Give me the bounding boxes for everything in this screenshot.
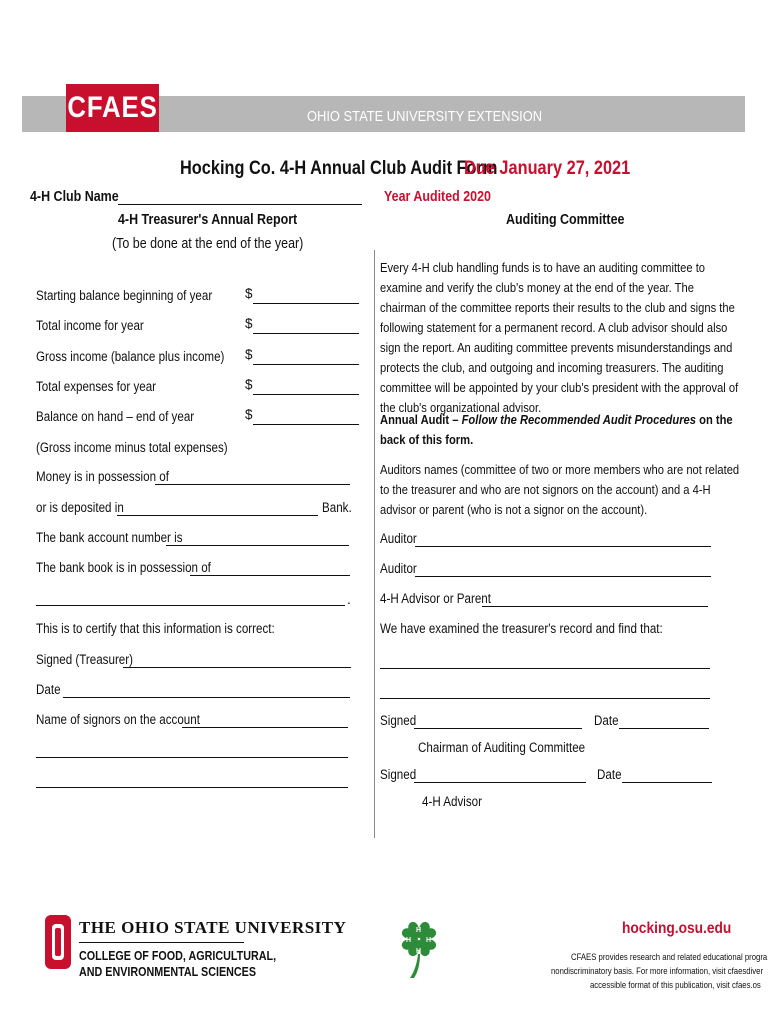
signors-label: Name of signors on the account bbox=[36, 712, 200, 727]
disclaimer-line-1: CFAES provides research and related educational progra bbox=[571, 952, 768, 962]
club-name-label: 4-H Club Name bbox=[30, 189, 119, 205]
svg-text:H: H bbox=[416, 948, 422, 955]
auditing-committee-heading: Auditing Committee bbox=[506, 212, 625, 228]
chairman-date-field[interactable] bbox=[619, 728, 709, 729]
deposited-label: or is deposited in bbox=[36, 500, 124, 515]
gross-income-note: (Gross income minus total expenses) bbox=[36, 440, 228, 455]
chairman-signature-field[interactable] bbox=[414, 728, 582, 729]
osu-block-o-logo bbox=[44, 914, 72, 975]
due-date: Due January 27, 2021 bbox=[464, 158, 631, 179]
college-line-2: AND ENVIRONMENTAL SCIENCES bbox=[79, 965, 256, 979]
treasurer-report-heading: 4-H Treasurer's Annual Report bbox=[118, 212, 298, 228]
website-link[interactable]: hocking.osu.edu bbox=[622, 920, 732, 937]
chairman-caption: Chairman of Auditing Committee bbox=[418, 740, 586, 755]
club-name-field[interactable] bbox=[118, 204, 362, 205]
possession-label: Money is in possession of bbox=[36, 469, 169, 484]
balance-on-hand-label: Balance on hand – end of year bbox=[36, 409, 195, 424]
signed-label: Signed bbox=[380, 767, 417, 782]
gross-income-label: Gross income (balance plus income) bbox=[36, 349, 225, 364]
total-income-label: Total income for year bbox=[36, 318, 144, 333]
annual-audit-note: Annual Audit – Follow the Recommended Audit Procedures on the back of this form. bbox=[380, 412, 733, 447]
starting-balance-field[interactable] bbox=[253, 303, 359, 304]
advisor-parent-field[interactable] bbox=[482, 606, 708, 607]
bankbook-label: The bank book is in possession of bbox=[36, 560, 211, 575]
starting-balance-label: Starting balance beginning of year bbox=[36, 288, 213, 303]
account-number-label: The bank account number is bbox=[36, 530, 183, 545]
balance-on-hand-field[interactable] bbox=[253, 424, 359, 425]
bankbook-field[interactable] bbox=[190, 575, 350, 576]
dollar-sign: $ bbox=[245, 286, 253, 301]
signed-treasurer-label: Signed (Treasurer) bbox=[36, 652, 134, 667]
column-divider bbox=[374, 250, 375, 838]
advisor-date-field[interactable] bbox=[622, 782, 712, 783]
auditors-note: Auditors names (committee of two or more members who are not related to the treasurer and who are not signors on the account) and a 4-H advisor or parent (who is not a signor on the account). bbox=[380, 462, 740, 517]
4h-clover-icon bbox=[398, 918, 440, 980]
signed-label: Signed bbox=[380, 713, 417, 728]
account-number-field[interactable] bbox=[166, 545, 349, 546]
treasurer-signature-field[interactable] bbox=[123, 667, 351, 668]
osu-name: THE OHIO STATE UNIVERSITY bbox=[79, 918, 347, 937]
cfaes-logo: CFAES bbox=[66, 84, 159, 132]
disclaimer-line-2: nondiscriminatory basis. For more information, visit cfaesdiver bbox=[551, 966, 764, 976]
auditor-label: Auditor bbox=[380, 561, 417, 576]
extension-label: OHIO STATE UNIVERSITY EXTENSION bbox=[307, 108, 543, 125]
dollar-sign: $ bbox=[245, 347, 253, 362]
advisor-signature-field[interactable] bbox=[414, 782, 586, 783]
svg-text:H: H bbox=[416, 927, 422, 934]
treasurer-date-field[interactable] bbox=[63, 697, 350, 698]
total-expenses-field[interactable] bbox=[253, 394, 359, 395]
advisor-parent-label: 4-H Advisor or Parent bbox=[380, 591, 491, 606]
examined-statement: We have examined the treasurer's record and find that: bbox=[380, 621, 663, 636]
dollar-sign: $ bbox=[245, 316, 253, 331]
treasurer-report-subheading: (To be done at the end of the year) bbox=[112, 236, 304, 252]
bank-suffix: Bank. bbox=[322, 500, 352, 515]
svg-text:H: H bbox=[426, 937, 432, 944]
findings-field-1[interactable] bbox=[380, 668, 710, 669]
year-audited: Year Audited 2020 bbox=[384, 189, 491, 205]
disclaimer-line-3: accessible format of this publication, visit cfaes.os bbox=[590, 980, 761, 990]
footer-rule bbox=[79, 942, 244, 943]
signors-field[interactable] bbox=[182, 727, 348, 728]
bankbook-field-continued[interactable] bbox=[36, 605, 345, 606]
bank-name-field[interactable] bbox=[117, 515, 318, 516]
gross-income-field[interactable] bbox=[253, 364, 359, 365]
date-label: Date bbox=[594, 713, 619, 728]
advisor-caption: 4-H Advisor bbox=[422, 794, 483, 809]
possession-field[interactable] bbox=[155, 484, 350, 485]
dollar-sign: $ bbox=[245, 407, 253, 422]
form-title: Hocking Co. 4-H Annual Club Audit Form bbox=[180, 158, 498, 179]
certify-statement: This is to certify that this information is correct: bbox=[36, 621, 275, 636]
auditor-label: Auditor bbox=[380, 531, 417, 546]
auditor-2-field[interactable] bbox=[415, 576, 711, 577]
total-income-field[interactable] bbox=[253, 333, 359, 334]
date-label: Date bbox=[36, 682, 61, 697]
signors-field-3[interactable] bbox=[36, 787, 348, 788]
total-expenses-label: Total expenses for year bbox=[36, 379, 157, 394]
period: . bbox=[347, 592, 351, 607]
date-label: Date bbox=[597, 767, 622, 782]
svg-text:H: H bbox=[406, 937, 412, 944]
college-line-1: COLLEGE OF FOOD, AGRICULTURAL, bbox=[79, 949, 277, 963]
auditor-1-field[interactable] bbox=[415, 546, 711, 547]
findings-field-2[interactable] bbox=[380, 698, 710, 699]
dollar-sign: $ bbox=[245, 377, 253, 392]
signors-field-2[interactable] bbox=[36, 757, 348, 758]
committee-intro: Every 4-H club handling funds is to have an auditing committee to examine and verify the club's money at the end of the year. The chairman of the committee reports their results to the club and signs the following statement for a permanent record. A club advisor should also sign the report. An auditing committee prevents misunderstandings and protects the club, and outgoing and incoming treasurers. The auditing committee will be appointed by your club's president with the approval of the club's organizational advisor. bbox=[380, 260, 739, 415]
